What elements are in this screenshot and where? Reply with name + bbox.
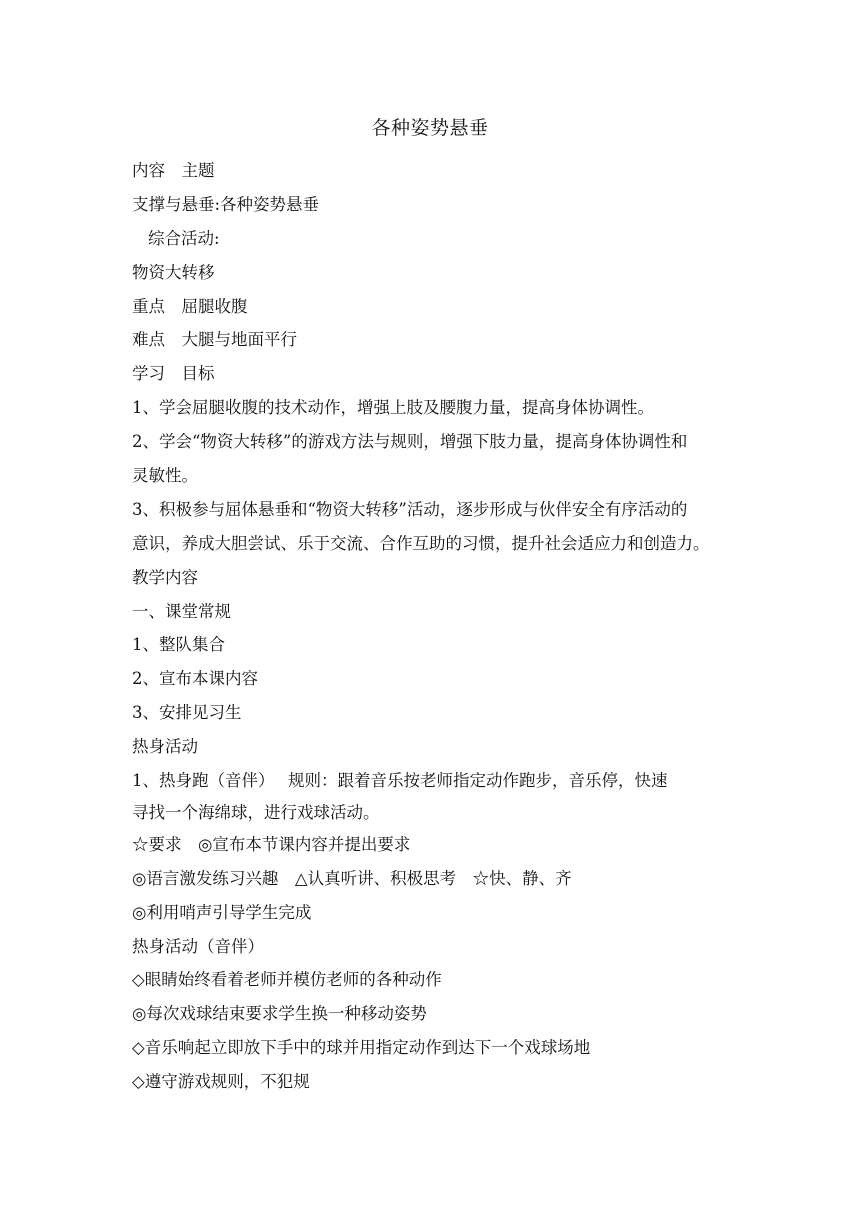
text-line: 物资大转移 <box>132 262 215 282</box>
text-line: 热身活动 <box>132 737 198 757</box>
text-line: 热身活动（音伴） <box>132 936 264 956</box>
text-line: 一、课堂常规 <box>132 601 231 621</box>
text-line: ◎每次戏球结束要求学生换一种移动姿势 <box>132 1004 427 1024</box>
text-line: 寻找一个海绵球，进行戏球活动。 <box>132 802 380 822</box>
text-line: ◇遵守游戏规则，不犯规 <box>132 1072 310 1092</box>
text-line: 1、学会屈腿收腹的技术动作，增强上肢及腰腹力量，提高身体协调性。 <box>132 398 654 418</box>
text-line: 难点 大腿与地面平行 <box>132 330 297 350</box>
text-line: ◇眼睛始终看着老师并模仿老师的各种动作 <box>132 970 442 990</box>
text-line: 学习 目标 <box>132 364 215 384</box>
text-line: 综合活动: <box>148 228 220 248</box>
text-line: 3、积极参与屈体悬垂和“物资大转移”活动，逐步形成与伙伴安全有序活动的 <box>132 499 688 519</box>
text-line: ☆要求 ◎宣布本节课内容并提出要求 <box>132 834 411 854</box>
text-line: 2、宣布本课内容 <box>132 669 258 689</box>
text-line: 教学内容 <box>132 567 198 587</box>
text-line: 支撑与悬垂:各种姿势悬垂 <box>132 194 320 214</box>
text-line: 3、安排见习生 <box>132 703 242 723</box>
text-line: 重点 屈腿收腹 <box>132 296 248 316</box>
document-body <box>132 154 742 1099</box>
text-line: ◎利用哨声引导学生完成 <box>132 902 312 922</box>
text-line: 意识，养成大胆尝试、乐于交流、合作互助的习惯，提升社会适应力和创造力。 <box>132 533 710 553</box>
text-line: 1、整队集合 <box>132 635 225 655</box>
document-title: 各种姿势悬垂 <box>371 117 489 139</box>
text-line: 灵敏性。 <box>132 466 198 486</box>
text-line: 1、热身跑（音伴） 规则：跟着音乐按老师指定动作跑步，音乐停，快速 <box>132 771 668 791</box>
text-line: ◇音乐响起立即放下手中的球并用指定动作到达下一个戏球场地 <box>132 1038 591 1058</box>
text-line: 内容 主题 <box>132 161 215 180</box>
text-line: ◎语言激发练习兴趣 △认真听讲、积极思考 ☆快、静、齐 <box>132 868 572 888</box>
text-line: 2、学会“物资大转移”的游戏方法与规则，增强下肢力量，提高身体协调性和 <box>132 432 688 452</box>
